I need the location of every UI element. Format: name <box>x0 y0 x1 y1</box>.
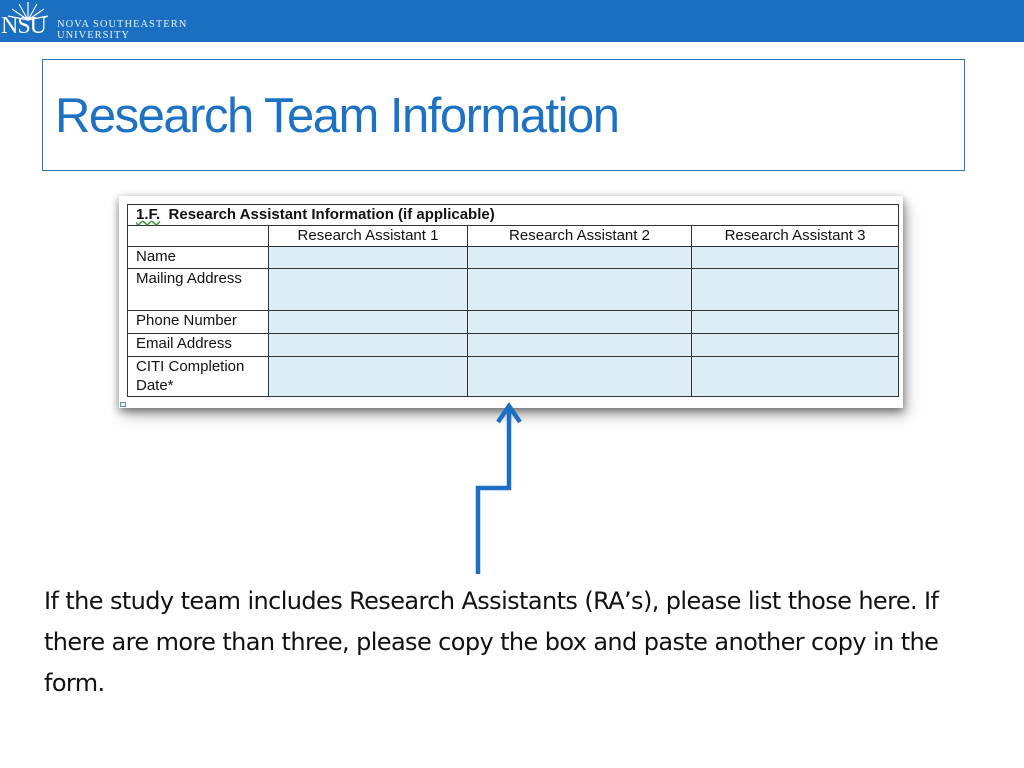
table-caption-row <box>128 205 899 226</box>
column-header: Research Assistant 2 <box>468 226 692 247</box>
table-row <box>128 357 899 397</box>
row-label: Phone Number <box>128 311 269 334</box>
table-caption <box>128 205 899 226</box>
column-header: Research Assistant 3 <box>692 226 899 247</box>
input-cell[interactable] <box>269 334 468 357</box>
input-cell[interactable] <box>692 311 899 334</box>
input-cell[interactable] <box>692 247 899 269</box>
university-logo <box>0 0 220 42</box>
up-arrow-icon <box>470 400 530 576</box>
caption-text: Research Assistant Information (if applicable) <box>168 206 495 223</box>
logo-name-line2: UNIVERSITY <box>57 30 130 41</box>
input-cell[interactable] <box>269 357 468 397</box>
logo-mark: NSU <box>1 13 47 39</box>
table-header-row <box>128 226 899 247</box>
caption-number: 1.F. <box>136 206 161 223</box>
form-screenshot <box>119 196 903 408</box>
title-box <box>42 59 965 171</box>
column-header: Research Assistant 1 <box>269 226 468 247</box>
input-cell[interactable] <box>269 247 468 269</box>
table-row <box>128 269 899 311</box>
input-cell[interactable] <box>468 311 692 334</box>
input-cell[interactable] <box>692 269 899 311</box>
logo-name-line1: NOVA SOUTHEASTERN <box>57 19 188 30</box>
research-assistant-table <box>127 204 899 397</box>
row-label: Name <box>128 247 269 269</box>
row-label: Mailing Address <box>128 269 269 311</box>
input-cell[interactable] <box>269 311 468 334</box>
table-anchor-icon <box>120 402 126 407</box>
input-cell[interactable] <box>468 357 692 397</box>
input-cell[interactable] <box>468 334 692 357</box>
slide-title: Research Team Information <box>55 89 619 143</box>
table-row <box>128 247 899 269</box>
header-bar <box>0 0 1024 42</box>
table-row <box>128 311 899 334</box>
input-cell[interactable] <box>468 247 692 269</box>
header-corner-cell <box>128 226 269 247</box>
input-cell[interactable] <box>269 269 468 311</box>
input-cell[interactable] <box>692 357 899 397</box>
row-label: CITI Completion Date* <box>128 357 269 397</box>
input-cell[interactable] <box>468 269 692 311</box>
table-row <box>128 334 899 357</box>
instruction-text: If the study team includes Research Assistants (RA’s), please list those here. If there are more than three, please copy the box and paste another copy in the form. <box>44 587 939 697</box>
input-cell[interactable] <box>692 334 899 357</box>
row-label: Email Address <box>128 334 269 357</box>
